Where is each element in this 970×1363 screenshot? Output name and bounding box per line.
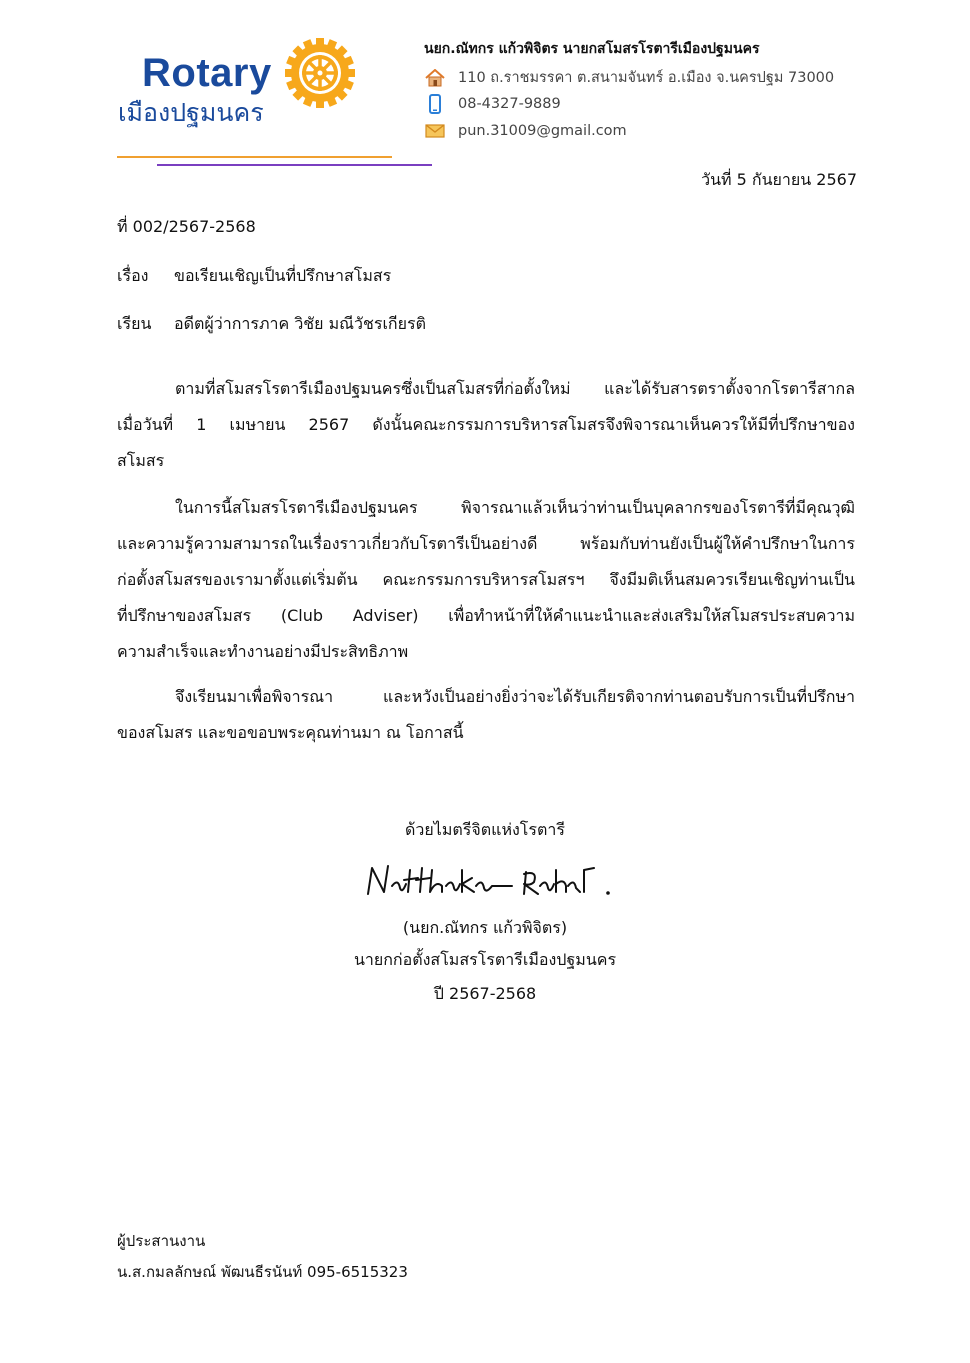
recipient-label: เรียน: [117, 314, 152, 333]
handwritten-signature: [362, 860, 622, 902]
address-row: [424, 66, 834, 89]
email-row: [424, 120, 627, 142]
paragraph-line: จึงเรียนมาเพื่อพิจารณา และหวังเป็นอย่างยิ่งว่าจะได้รับเกียรติจากท่านตอบรับการเป็นที่ปรึกษา: [175, 687, 855, 706]
rotary-wheel-icon: [285, 38, 355, 108]
header-divider-purple: [157, 164, 432, 166]
body-paragraph-1: [117, 371, 855, 479]
address-text: 110 ถ.ราชมรรคา ต.สนามจันทร์ อ.เมือง จ.นครปฐม 73000: [458, 70, 835, 86]
sender-name-title: นยก.ณัทกร แก้วพิจิตร นายกสโมสรโรตารีเมืองปฐมนคร: [424, 41, 760, 57]
home-icon: [424, 67, 446, 89]
paragraph-line: ก่อตั้งสโมสรของเรามาตั้งแต่เริ่มต้น คณะกรรมการบริหารสโมสรฯ จึงมีมติเห็นสมควรเรียนเชิญท่านเป็น: [117, 570, 855, 589]
email-text: pun.31009@gmail.com: [458, 123, 627, 139]
closing-salutation: ด้วยไมตรีจิตแห่งโรตารี: [405, 820, 565, 839]
paragraph-line: เมื่อวันที่ 1 เมษายน 2567 ดังนั้นคณะกรรมการบริหารสโมสรจึงพิจารณาเห็นควรให้มีที่ปรึกษาของ: [117, 415, 855, 434]
coordinator-label: ผู้ประสานงาน: [117, 1232, 206, 1250]
paragraph-line: และความรู้ความสามารถในเรื่องราวเกี่ยวกับโรตารีเป็นอย่างดี พร้อมกับท่านยังเป็นผู้ให้คำปรึกษาในการ: [117, 534, 855, 553]
subject-text: ขอเรียนเชิญเป็นที่ปรึกษาสโมสร: [174, 266, 392, 285]
mail-icon: [424, 120, 446, 142]
signer-title: นายกก่อตั้งสโมสรโรตารีเมืองปฐมนคร: [353, 950, 617, 969]
phone-row: [424, 93, 561, 115]
paragraph-line: สโมสร: [117, 451, 165, 470]
header-divider-orange: [117, 156, 392, 158]
paragraph-line: ตามที่สโมสรโรตารีเมืองปฐมนครซึ่งเป็นสโมสรที่ก่อตั้งใหม่ และได้รับสารตราตั้งจากโรตารีสากล: [175, 379, 855, 398]
letter-date: วันที่ 5 กันยายน 2567: [701, 170, 857, 189]
paragraph-line: ที่ปรึกษาของสโมสร (Club Adviser) เพื่อทำหน้าที่ให้คำแนะนำและส่งเสริมให้สโมสรประสบความ: [117, 606, 855, 625]
subject-label: เรื่อง: [117, 266, 149, 285]
logo-wordmark: Rotary: [142, 51, 272, 95]
coordinator-contact: น.ส.กมลลักษณ์ พัฒนธีรนันท์ 095-6515323: [117, 1263, 408, 1281]
phone-icon: [424, 93, 446, 115]
signer-year: ปี 2567-2568: [433, 984, 537, 1003]
paragraph-line: ความสำเร็จและทำงานอย่างมีประสิทธิภาพ: [117, 642, 409, 661]
logo-city-name: เมืองปฐมนคร: [118, 98, 264, 127]
body-paragraph-2: [117, 490, 855, 670]
recipient-text: อดีตผู้ว่าการภาค วิชัย มณีวัชรเกียรติ: [174, 314, 426, 333]
paragraph-line: ในการนี้สโมสรโรตารีเมืองปฐมนคร พิจารณาแล้วเห็นว่าท่านเป็นบุคลากรของโรตารีที่มีคุณวุฒิ: [175, 498, 855, 517]
signer-name: (นยก.ณัทกร แก้วพิจิตร): [402, 918, 568, 937]
body-paragraph-3: [117, 679, 855, 751]
letter-number: ที่ 002/2567-2568: [117, 217, 256, 236]
phone-text: 08-4327-9889: [458, 96, 561, 112]
paragraph-line: ของสโมสร และขอขอบพระคุณท่านมา ณ โอกาสนี้: [117, 723, 464, 742]
